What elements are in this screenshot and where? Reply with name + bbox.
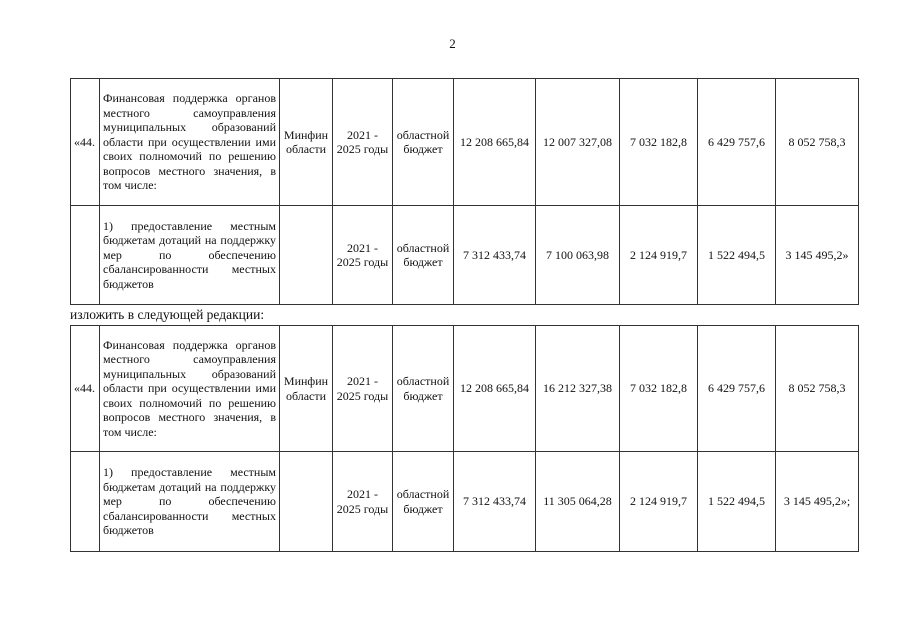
table-row	[71, 206, 859, 305]
row-source: областной бюджет	[393, 79, 454, 206]
row-description: Финансовая поддержка органов местного самоуправления муниципальных образований области при осуществлении ими своих полномочий по решению вопросов местного значения, в том числе:	[100, 326, 280, 452]
row-value-3: 7 032 182,8	[620, 326, 698, 452]
row-description: 1) предоставление местным бюджетам дотаций на поддержку мер по обеспечению сбалансированности местных бюджетов	[100, 452, 280, 552]
row-value-5: 8 052 758,3	[776, 326, 859, 452]
row-source: областной бюджет	[393, 326, 454, 452]
table-row	[71, 326, 859, 452]
row-executor: Минфин области	[280, 79, 333, 206]
row-value-4: 1 522 494,5	[698, 452, 776, 552]
row-source: областной бюджет	[393, 452, 454, 552]
row-value-4: 1 522 494,5	[698, 206, 776, 305]
row-value-2: 16 212 327,38	[536, 326, 620, 452]
row-number	[71, 206, 100, 305]
row-value-2: 12 007 327,08	[536, 79, 620, 206]
row-number: «44.	[71, 79, 100, 206]
row-period: 2021 - 2025 годы	[333, 452, 393, 552]
table-row	[71, 452, 859, 552]
row-value-1: 12 208 665,84	[454, 326, 536, 452]
row-value-3: 2 124 919,7	[620, 206, 698, 305]
row-value-5: 8 052 758,3	[776, 79, 859, 206]
row-executor	[280, 206, 333, 305]
row-number: «44.	[71, 326, 100, 452]
table-row	[71, 79, 859, 206]
row-number	[71, 452, 100, 552]
row-description: 1) предоставление местным бюджетам дотаций на поддержку мер по обеспечению сбалансированности местных бюджетов	[100, 206, 280, 305]
row-value-4: 6 429 757,6	[698, 326, 776, 452]
row-source: областной бюджет	[393, 206, 454, 305]
row-value-2: 7 100 063,98	[536, 206, 620, 305]
row-value-4: 6 429 757,6	[698, 79, 776, 206]
row-value-5: 3 145 495,2»;	[776, 452, 859, 552]
row-period: 2021 - 2025 годы	[333, 206, 393, 305]
row-value-5: 3 145 495,2»	[776, 206, 859, 305]
row-period: 2021 - 2025 годы	[333, 79, 393, 206]
row-executor: Минфин области	[280, 326, 333, 452]
row-period: 2021 - 2025 годы	[333, 326, 393, 452]
row-value-1: 7 312 433,74	[454, 206, 536, 305]
row-description: Финансовая поддержка органов местного самоуправления муниципальных образований области при осуществлении ими своих полномочий по решению вопросов местного значения, в том числе:	[100, 79, 280, 206]
program-table-old	[70, 78, 859, 305]
row-value-1: 7 312 433,74	[454, 452, 536, 552]
page-number: 2	[449, 36, 456, 51]
program-table-new	[70, 325, 859, 552]
row-value-2: 11 305 064,28	[536, 452, 620, 552]
row-value-3: 2 124 919,7	[620, 452, 698, 552]
row-value-3: 7 032 182,8	[620, 79, 698, 206]
amendment-text: изложить в следующей редакции:	[70, 307, 265, 322]
row-value-1: 12 208 665,84	[454, 79, 536, 206]
row-executor	[280, 452, 333, 552]
